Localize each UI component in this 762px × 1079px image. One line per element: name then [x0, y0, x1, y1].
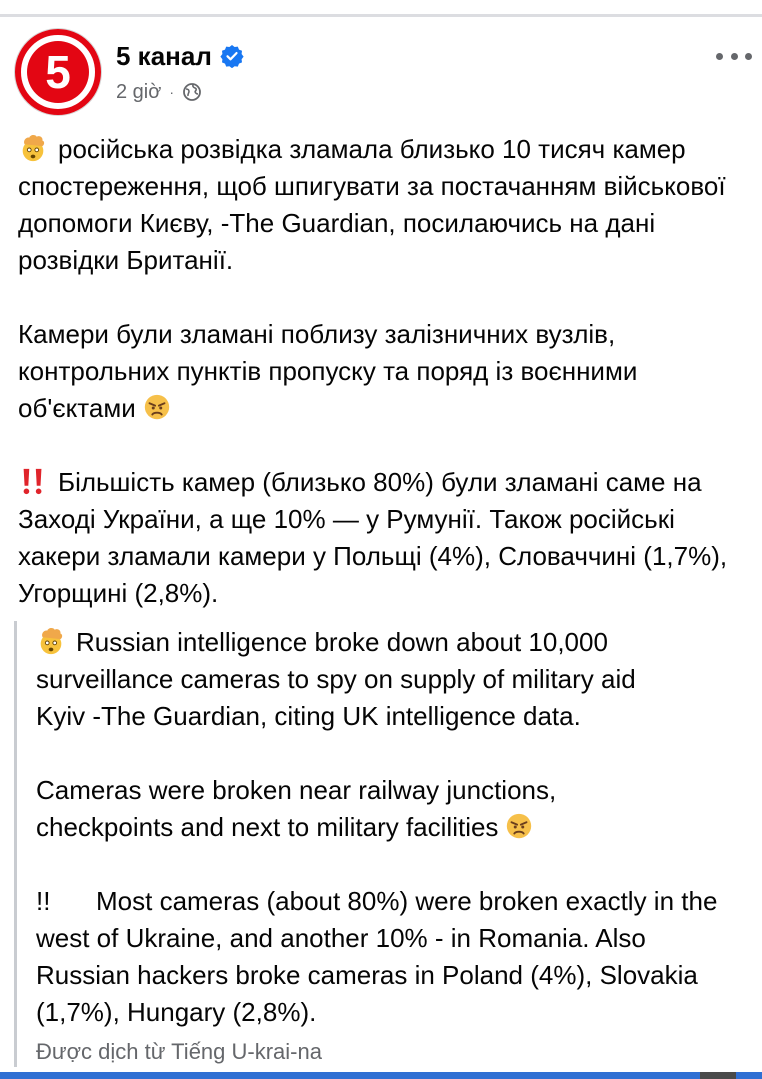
channel-5-logo: [14, 28, 102, 116]
page-avatar[interactable]: [14, 28, 102, 116]
meta-separator: ·: [169, 84, 175, 100]
exploding-head-emoji-icon: [36, 626, 66, 656]
top-divider: [0, 14, 762, 17]
double-exclamation-emoji-icon: [18, 466, 48, 496]
bottom-bar: [0, 1072, 762, 1079]
translation-line: (1,7%), Hungary (2,8%).: [36, 997, 317, 1027]
post-meta: [116, 80, 202, 104]
post-paragraph: [18, 131, 758, 279]
post-paragraph-2: Камери були зламані поблизу залізничних вузлів, контрольних пунктів пропуску та поряд із воєнними об'єктами: [18, 319, 638, 423]
more-dot: [745, 53, 752, 60]
logo-digit: 5: [45, 46, 71, 98]
translation-line: Russian intelligence broke down about 10,000: [76, 627, 608, 657]
translated-from-note[interactable]: Được dịch từ Tiếng U-krai-na: [36, 1039, 322, 1064]
translation-line: Most cameras (about 80%) were broken exactly in the: [96, 886, 718, 916]
more-options-icon[interactable]: [716, 42, 752, 70]
exploding-head-emoji-icon: [18, 133, 48, 163]
more-dot: [716, 53, 723, 60]
translation-line: Kyiv -The Guardian, citing UK intelligence data.: [36, 701, 581, 731]
more-dot: [731, 53, 738, 60]
translation-line: Russian hackers broke cameras in Poland (4%), Slovakia: [36, 960, 698, 990]
page-name-row: [116, 41, 244, 71]
verified-badge-icon: [220, 44, 244, 68]
translation-line: Cameras were broken near railway junctions,: [36, 775, 557, 805]
post-paragraph-1: російська розвідка зламала близько 10 тисяч камер спостереження, щоб шпигувати за постачанням військової допомоги Києву, -The Guardian, посилаючись на дані розвідки Британії.: [18, 134, 726, 275]
page-name[interactable]: 5 канал: [116, 41, 212, 71]
translation-bangs: !!: [36, 886, 51, 916]
scroll-thumb[interactable]: [700, 1072, 736, 1079]
post-paragraph-3: Більшість камер (близько 80%) були зламані саме на Заході України, а ще 10% — у Румунії. Також російські хакери зламали камери у Польщі (4%), Словаччині (1,7%), Угорщині (2,8%).: [18, 467, 728, 608]
post-body: [18, 131, 758, 612]
angry-face-emoji-icon: [504, 811, 534, 841]
angry-face-emoji-icon: [142, 392, 172, 422]
translation-border: [14, 621, 17, 1067]
translation-line: west of Ukraine, and another 10% - in Romania. Also: [36, 923, 646, 953]
globe-icon: [182, 82, 202, 102]
translation-body: [36, 624, 762, 1031]
post-timestamp[interactable]: 2 giờ: [116, 81, 162, 103]
translation-line: surveillance cameras to spy on supply of military aid: [36, 664, 636, 694]
translation-line: checkpoints and next to military facilities: [36, 812, 499, 842]
post-paragraph: [18, 316, 758, 427]
post-paragraph: [18, 464, 758, 612]
